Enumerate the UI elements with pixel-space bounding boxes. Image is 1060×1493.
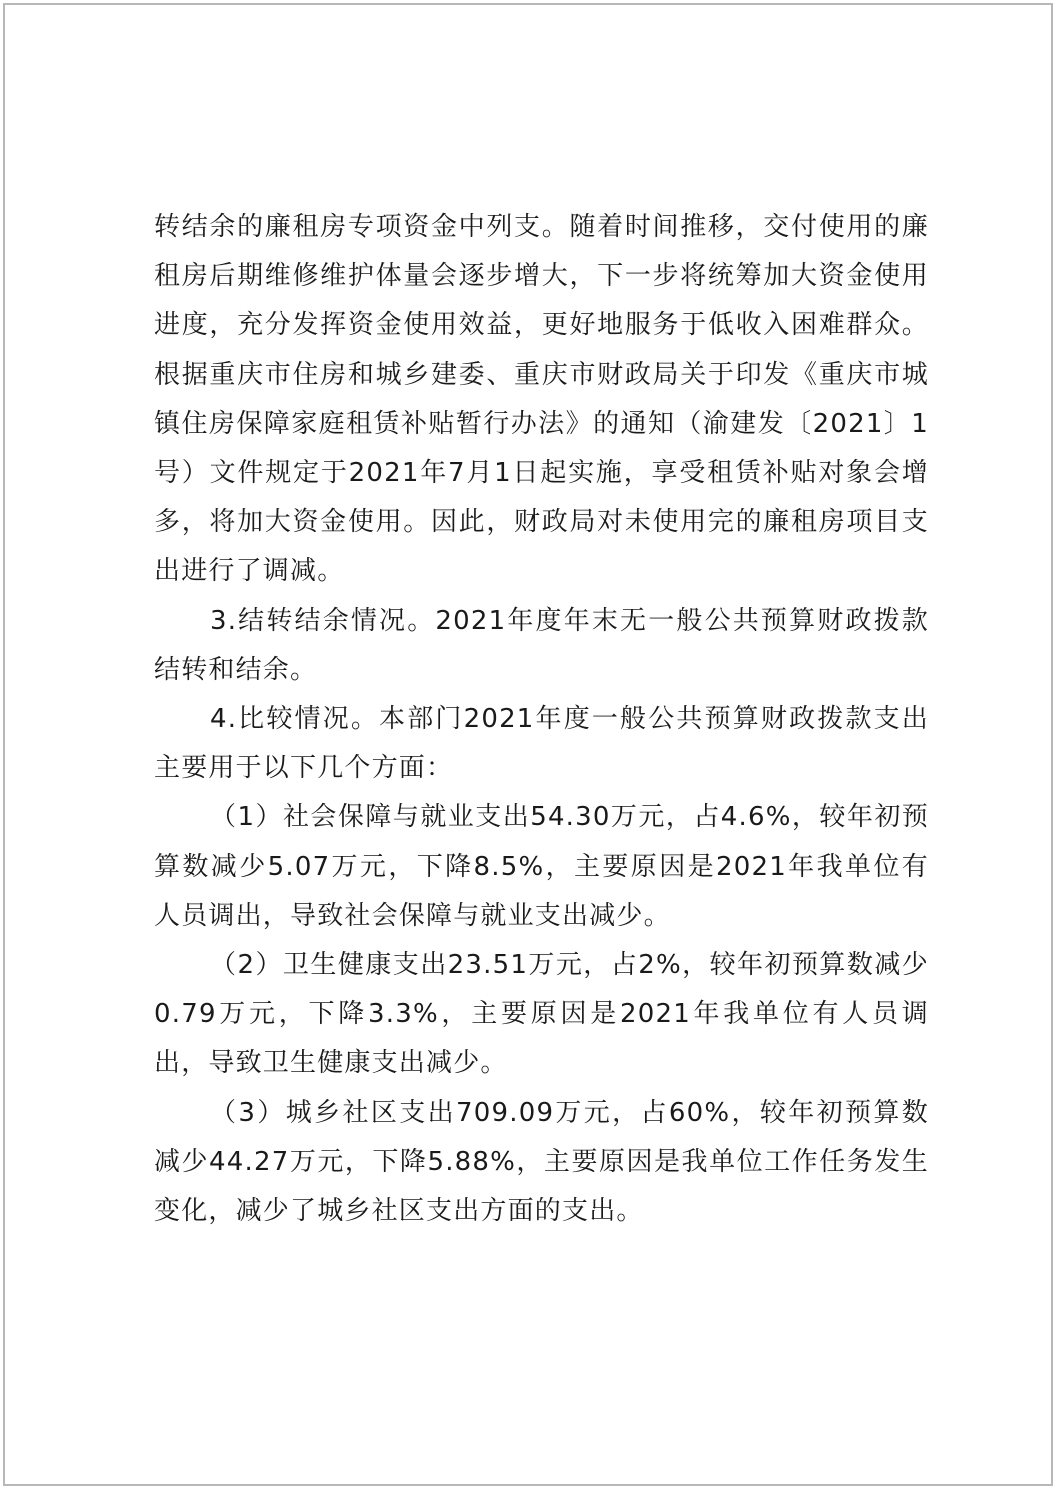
paragraph-carryover-balance: 3.结转结余情况。2021年度年末无一般公共预算财政拨款结转和结余。 xyxy=(154,605,929,685)
paragraph-social-security: （1）社会保障与就业支出54.30万元，占4.6%，较年初预算数减少5.07万元，下降8.5%，主要原因是2021年我单位有人员调出，导致社会保障与就业支出减少。 xyxy=(154,802,929,931)
paragraph-health: （2）卫生健康支出23.51万元，占2%，较年初预算数减少0.79万元，下降3.3%，主要原因是2021年我单位有人员调出，导致卫生健康支出减少。 xyxy=(154,950,929,1079)
paragraph-carryover-funds: 转结余的廉租房专项资金中列支。随着时间推移，交付使用的廉租房后期维修维护体量会逐步增大，下一步将统筹加大资金使用进度，充分发挥资金使用效益，更好地服务于低收入困难群众。根据重庆市住房和城乡建委、重庆市财政局关于印发《重庆市城镇住房保障家庭租赁补贴暂行办法》的通知（渝建发〔2021〕1号）文件规定于2021年7月1日起实施，享受租赁补贴对象会增多，将加大资金使用。因此，财政局对未使用完的廉租房项目支出进行了调减。 xyxy=(154,212,929,587)
page xyxy=(3,3,1053,1486)
paragraph-urban-rural: （3）城乡社区支出709.09万元，占60%，较年初预算数减少44.27万元，下降5.88%，主要原因是我单位工作任务发生变化，减少了城乡社区支出方面的支出。 xyxy=(154,1097,929,1227)
document-body xyxy=(154,203,929,1236)
paragraph-comparison-intro: 4.比较情况。本部门2021年度一般公共预算财政拨款支出主要用于以下几个方面： xyxy=(154,704,929,784)
